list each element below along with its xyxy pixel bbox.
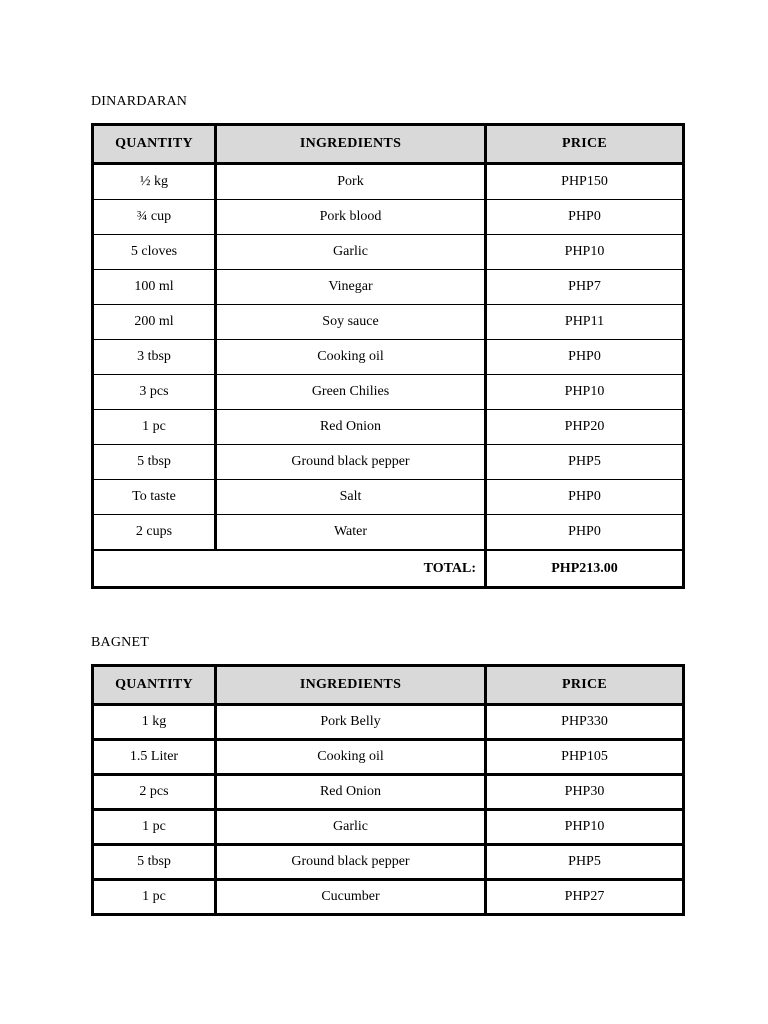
quantity-cell: ½ kg: [93, 164, 216, 200]
ingredient-cell: Ground black pepper: [216, 845, 486, 880]
quantity-cell: 2 pcs: [93, 775, 216, 810]
price-header: PRICE: [486, 125, 684, 164]
quantity-cell: 5 tbsp: [93, 445, 216, 480]
table-header-row: [93, 666, 684, 705]
quantity-cell: 3 pcs: [93, 375, 216, 410]
table-row: [93, 480, 684, 515]
price-cell: PHP10: [486, 375, 684, 410]
quantity-cell: 1 pc: [93, 810, 216, 845]
table-row: [93, 445, 684, 480]
ingredients-header: INGREDIENTS: [216, 666, 486, 705]
recipe-title-bagnet: BAGNET: [91, 635, 149, 650]
ingredient-cell: Salt: [216, 480, 486, 515]
price-cell: PHP330: [486, 705, 684, 740]
ingredient-cell: Green Chilies: [216, 375, 486, 410]
quantity-header: QUANTITY: [93, 125, 216, 164]
quantity-cell: 5 tbsp: [93, 845, 216, 880]
price-cell: PHP10: [486, 810, 684, 845]
table-row: [93, 845, 684, 880]
ingredient-cell: Ground black pepper: [216, 445, 486, 480]
ingredient-cell: Pork Belly: [216, 705, 486, 740]
quantity-cell: 1 kg: [93, 705, 216, 740]
dinardaran-ingredients-table: [91, 123, 685, 589]
table-row: [93, 515, 684, 551]
price-cell: PHP150: [486, 164, 684, 200]
ingredient-cell: Pork: [216, 164, 486, 200]
bagnet-ingredients-table: [91, 664, 685, 916]
price-cell: PHP5: [486, 445, 684, 480]
quantity-cell: ¾ cup: [93, 200, 216, 235]
quantity-cell: To taste: [93, 480, 216, 515]
table-row: [93, 705, 684, 740]
table-row: [93, 410, 684, 445]
table-row: [93, 270, 684, 305]
ingredients-header: INGREDIENTS: [216, 125, 486, 164]
ingredient-cell: Water: [216, 515, 486, 551]
table-header-row: [93, 125, 684, 164]
total-row: [93, 550, 684, 588]
table-row: [93, 305, 684, 340]
quantity-cell: 1.5 Liter: [93, 740, 216, 775]
price-cell: PHP0: [486, 200, 684, 235]
price-cell: PHP10: [486, 235, 684, 270]
price-cell: PHP0: [486, 480, 684, 515]
table-row: [93, 775, 684, 810]
table-row: [93, 375, 684, 410]
price-cell: PHP27: [564, 889, 605, 904]
ingredient-cell: Cooking oil: [216, 740, 486, 775]
price-cell: PHP30: [486, 775, 684, 810]
ingredient-cell: Garlic: [216, 235, 486, 270]
ingredient-cell: Garlic: [216, 810, 486, 845]
table-row: [93, 200, 684, 235]
price-cell: PHP105: [486, 740, 684, 775]
ingredient-cell: Soy sauce: [216, 305, 486, 340]
ingredient-cell: Red Onion: [216, 775, 486, 810]
ingredient-cell: Pork blood: [216, 200, 486, 235]
quantity-cell: 100 ml: [93, 270, 216, 305]
quantity-cell: 1 pc: [93, 880, 216, 915]
ingredient-cell: Cooking oil: [216, 340, 486, 375]
price-cell: PHP0: [486, 515, 684, 551]
price-cell: PHP11: [486, 305, 684, 340]
price-cell: PHP0: [486, 340, 684, 375]
table-row: [93, 235, 684, 270]
ingredient-cell: Red Onion: [216, 410, 486, 445]
quantity-cell: 3 tbsp: [93, 340, 216, 375]
recipe-title-dinardaran: DINARDARAN: [91, 94, 188, 109]
quantity-cell: 1 pc: [93, 410, 216, 445]
price-cell: PHP7: [486, 270, 684, 305]
price-cell: PHP5: [486, 845, 684, 880]
total-value: PHP213.00: [486, 550, 684, 588]
ingredient-cell: Cucumber: [216, 880, 486, 915]
table-row: [93, 164, 684, 200]
quantity-cell: 5 cloves: [93, 235, 216, 270]
quantity-cell: 200 ml: [93, 305, 216, 340]
price-header: PRICE: [486, 666, 684, 705]
total-label: TOTAL:: [93, 550, 486, 588]
table-row: [93, 340, 684, 375]
table-row: [93, 810, 684, 845]
table-row: [93, 740, 684, 775]
price-cell: PHP20: [486, 410, 684, 445]
quantity-header: QUANTITY: [93, 666, 216, 705]
ingredient-cell: Vinegar: [216, 270, 486, 305]
table-row: [93, 880, 684, 915]
quantity-cell: 2 cups: [93, 515, 216, 551]
